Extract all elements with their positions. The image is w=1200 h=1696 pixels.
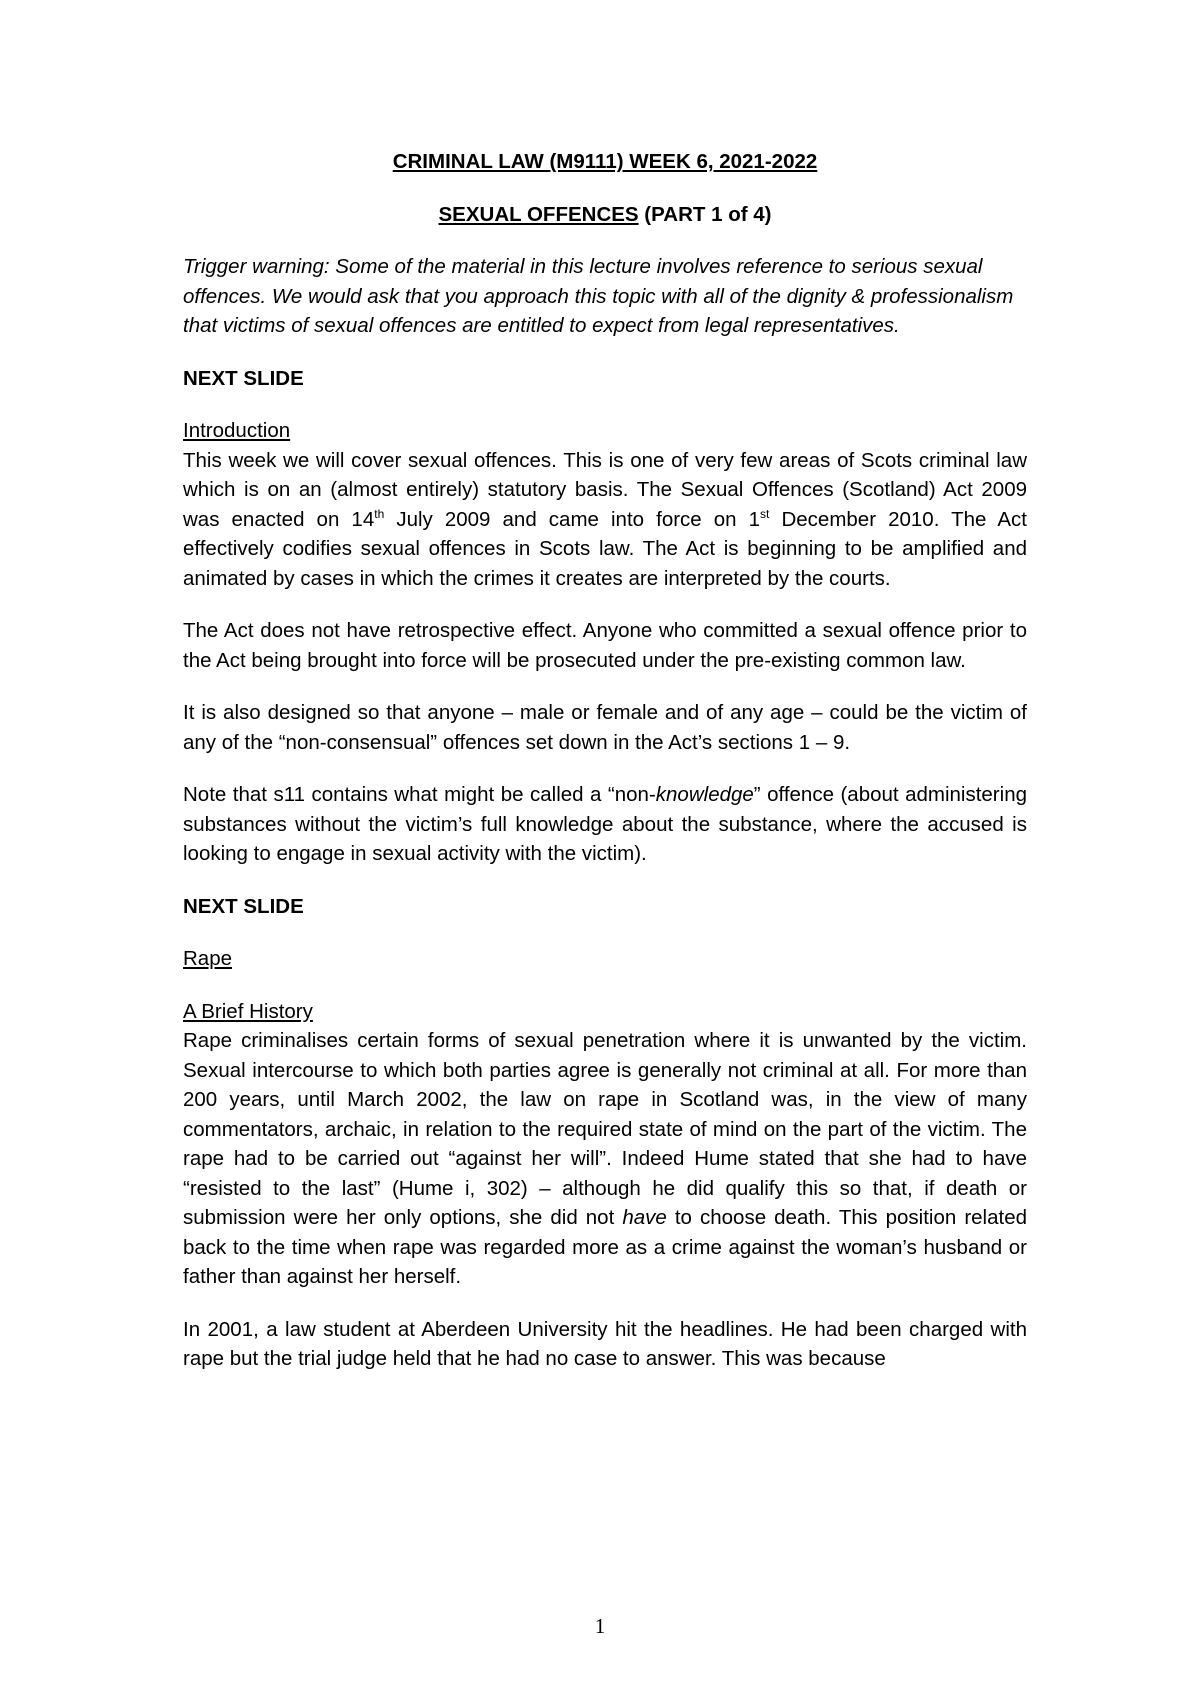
introduction-paragraph-1: This week we will cover sexual offences. This is one of very few areas of Scots criminal law which is on an (almost entirely) statutory basis. The Sexual Offences (Scotland) Act 2009 was enacted on 14th July 2009 and came into force on 1st December 2010. The Act effectively codifies sexual offences in Scots law. The Act is beginning to be amplified and animated by cases in which the crimes it creates are interpreted by the courts. xyxy=(183,448,1027,590)
section-heading-introduction: Introduction xyxy=(183,419,291,442)
subtitle-underlined: SEXUAL OFFENCES xyxy=(438,202,639,226)
introduction-paragraph-2: The Act does not have retrospective effect. Anyone who committed a sexual offence prior to the Act being brought into force will be prosecuted under the pre-existing common law. xyxy=(183,619,1027,672)
document-title: CRIMINAL LAW (M9111) WEEK 6, 2021-2022 xyxy=(392,150,818,173)
document-subtitle xyxy=(183,200,1027,230)
rape-paragraph-1: Rape criminalises certain forms of sexual penetration where it is unwanted by the victim. Sexual intercourse to which both parties agree is generally not criminal at all. For more than 200 years, until March 2002, the law on rape in Scotland was, in the view of many commentators, archaic, in relation to the required state of mind on the part of the victim. The rape had to be carried out “against her will”. Indeed Hume stated that she had to have “resisted to the last” (Hume i, 302) – although he did qualify this so that, if death or submission were her only options, she did not have to choose death. This position related back to the time when rape was regarded more as a crime against the woman’s husband or father than against her herself. xyxy=(183,1029,1027,1288)
subtitle-rest: (PART 1 of 4) xyxy=(638,202,772,226)
trigger-warning: Trigger warning: Some of the material in this lecture involves reference to serious sexual offences. We would ask that you approach this topic with all of the dignity & professionalism that victims of sexual offences are entitled to expect from legal representatives. xyxy=(183,255,1014,337)
introduction-paragraph-3: It is also designed so that anyone – male or female and of any age – could be the victim of any of the “non-consensual” offences set down in the Act’s sections 1 – 9. xyxy=(183,701,1027,754)
introduction-paragraph-4: Note that s11 contains what might be called a “non-knowledge” offence (about administering substances without the victim’s full knowledge about the substance, where the accused is looking to engage in sexual activity with the victim). xyxy=(183,783,1027,865)
rape-paragraph-2: In 2001, a law student at Aberdeen University hit the headlines. He had been charged with rape but the trial judge held that he had no case to answer. This was because xyxy=(183,1317,1027,1370)
document-body xyxy=(183,147,1027,1397)
next-slide-marker: NEXT SLIDE xyxy=(183,894,304,918)
section-heading-rape: Rape xyxy=(183,947,233,970)
next-slide-marker: NEXT SLIDE xyxy=(183,366,304,390)
subsection-heading-history: A Brief History xyxy=(183,999,313,1023)
page-number: 1 xyxy=(594,1614,606,1638)
